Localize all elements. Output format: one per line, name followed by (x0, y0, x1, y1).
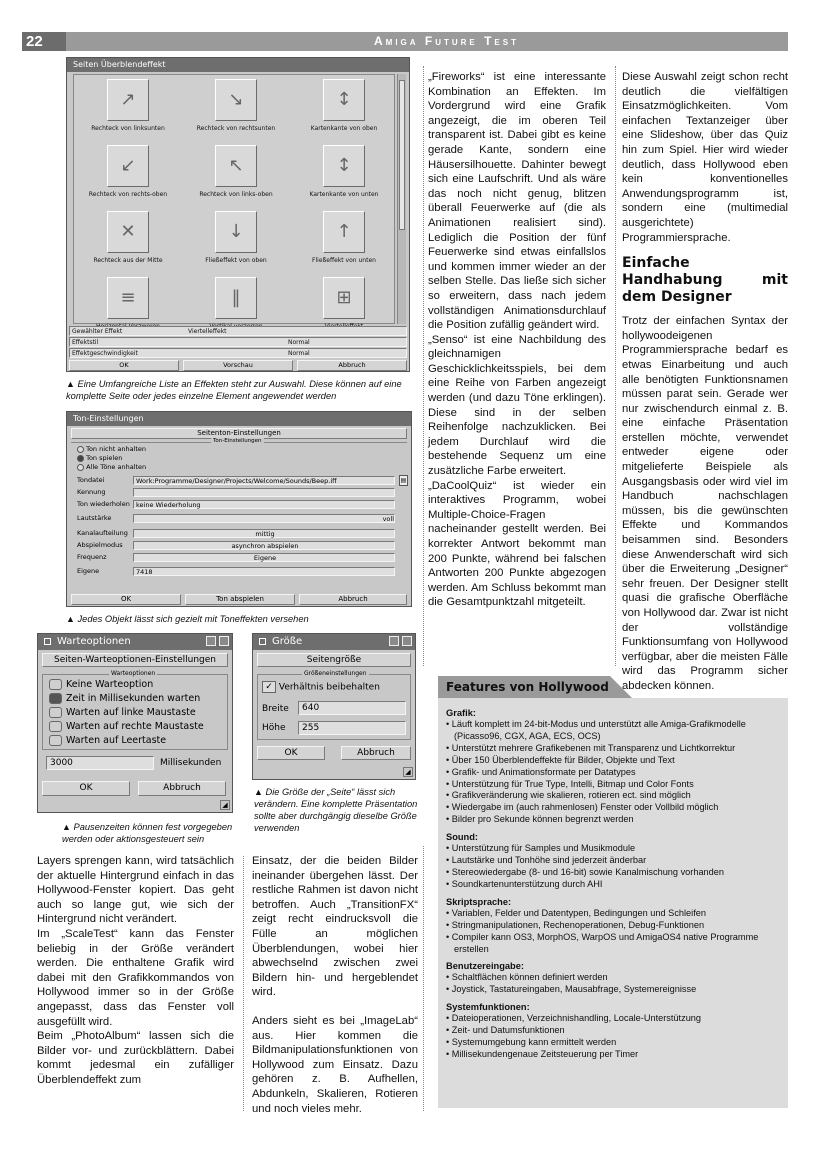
sound-field-label: Tondatei (77, 476, 105, 484)
page-number: 22 (22, 32, 66, 51)
paragraph: „DaCoolQuiz“ ist wieder ein interaktives Programm, wobei Multiple-Choice-Fragen nacheinander gestellt werden. Bei korrekter Antwort bekommt man 200 Punkte, während bei falschen Antworten 200 Punkte abgezogen werden. Am Schluss bekommt man die Gesamtpunktzahl mitgeteilt. (428, 479, 606, 609)
radio-play-label: Ton spielen (86, 454, 123, 462)
features-section-title: Benutzereingabe: (446, 961, 525, 972)
width-input[interactable]: 640 (298, 701, 406, 715)
article-col-right (622, 70, 788, 694)
effect-item[interactable] (290, 139, 398, 209)
effect-label: Rechteck von rechtsunten (196, 125, 276, 132)
radio-selected-icon (77, 455, 84, 462)
effect-speed-row[interactable] (69, 348, 407, 358)
wait-option-label: Zeit in Millisekunden warten (66, 693, 201, 704)
sound-field-label: Eigene (77, 567, 100, 575)
column-divider (243, 856, 244, 1111)
list-item: • Über 150 Überblendeffekte für Bilder, Objekte und Text (446, 755, 780, 767)
wait-option-label: Keine Warteoption (66, 679, 154, 690)
cancel-button[interactable]: Abbruch (341, 746, 411, 760)
size-heading: Seitengröße (257, 653, 411, 667)
effect-item[interactable] (182, 139, 290, 209)
effects-scrollbar[interactable] (397, 74, 406, 324)
keep-ratio-checkbox[interactable] (262, 681, 380, 693)
caption-arrow-icon: ▲ (254, 787, 263, 797)
column-divider (423, 66, 424, 666)
wait-group-label: Warteoptionen (111, 670, 156, 677)
paragraph: Beim „PhotoAlbum“ lassen sich die Bilder vor- und zurückblättern. Dabei kommt jedesmal ein zufälliger Überblendeffekt zum (37, 1030, 234, 1086)
list-item: • Variablen, Felder und Datentypen, Bedingungen und Schleifen (446, 908, 780, 920)
effect-item[interactable] (290, 205, 398, 275)
list-item: • Stereowiedergabe (8- und 16-bit) sowie Kanalmischung vorhanden (446, 867, 780, 879)
list-item: • Wiedergabe im (auch rahmenlosen) Fenster oder Vollbild möglich (446, 802, 780, 814)
list-item: • Zeit- und Datumsfunktionen (446, 1025, 780, 1037)
fig2-caption-text: Jedes Objekt lässt sich gezielt mit Toneffekten versehen (77, 614, 309, 624)
sound-group-label: Ton-Einstellungen (213, 438, 262, 444)
list-item: • Stringmanipulationen, Rechenoperationen, Debug-Funktionen (446, 920, 780, 932)
effect-label: Kartenkante von unten (309, 191, 379, 198)
wait-options-window (37, 633, 233, 813)
fig1-caption (66, 378, 412, 402)
paragraph: Diese Auswahl zeigt schon recht deutlich die vielfältigen Einsatzmöglichkeiten. Vom einfachen Textanzeiger über eine Slideshow, über das Quiz hin zum Spiel. Hier wird wieder deutlich, dass Hollywood eben kein konventionelles Anwendungsprogramm ist, sondern eine (multimedial ausgerichtete) Programmiersprache. (622, 71, 788, 244)
effect-preview-icon: ↘ (215, 79, 257, 121)
effect-speed-label: Effektgeschwindigkeit (72, 350, 138, 357)
effect-preview-icon: ↑ (323, 211, 365, 253)
effect-style-value[interactable]: Normal (288, 339, 310, 346)
wait-option[interactable] (49, 707, 196, 718)
fig2-caption (66, 613, 412, 625)
resize-handle-icon[interactable]: ◢ (403, 767, 413, 777)
sound-field-label: Abspielmodus (77, 541, 123, 549)
ok-button[interactable]: OK (69, 360, 179, 371)
list-item: • Compiler kann OS3, MorphOS, WarpOS und AmigaOS4 native Programme erstellen (446, 932, 780, 956)
sound-field-label: Ton wiederholen (77, 500, 130, 508)
radio-stop-all[interactable] (77, 463, 146, 471)
sound-heading: Seitenton-Einstellungen (71, 428, 407, 439)
paragraph: Trotz der einfachen Syntax der hollywoodeigenen Programmiersprache bedarf es etwas Einarbeitung und auch alle benötigten Funktionsnamen müssen parat sein. Gerade wer nur zwischendurch einmal z. B. eine einfache Präsentation erstellen möchte, verwendet entweder eigene oder mitgelieferte Beispiele als Ausgangsbasis oder wird viel im Handbuch nachschlagen müssen, bis die gewünschten Effekte und Kommandos beisammen sind. Besonders diese Anwenderschaft wird sich über die Erweiterung „Designer“ sehr freuen. Der Designer stellt quasi die grafische Oberfläche von Hollywood dar. Zwar ist nicht der vollständige Funktionsumfang von Hollywood verfügbar, aber die meisten Fälle wird das Programm sicher abdecken können. (622, 315, 788, 692)
paragraph: Im „ScaleTest“ kann das Fenster beliebig in der Größe verändert werden. Die enthaltene Grafik wird dabei mit den Grafikkommandos von Hollywood immer so in der Größe angepasst, dass das Fenster voll ausgefüllt wird. (37, 927, 234, 1028)
effect-label: Fließeffekt von unten (312, 257, 376, 264)
list-item: • Läuft komplett im 24-bit-Modus und unterstützt alle Amiga-Grafikmodelle (Picasso96, CGX, AGA, ECS, OCS) (446, 719, 780, 743)
sound-window-titlebar (67, 412, 411, 426)
wait-option[interactable] (49, 721, 204, 732)
radio-no-stop-label: Ton nicht anhalten (86, 445, 147, 453)
caption-arrow-icon: ▲ (66, 614, 75, 624)
radio-icon (49, 721, 62, 732)
height-input[interactable]: 255 (298, 721, 406, 735)
effect-preview-icon: ↕ (323, 79, 365, 121)
paragraph: „Senso“ ist eine Nachbildung des gleichnamigen Geschicklichkeitsspiels, bei dem eine Reihe von Farben angezeigt werden (und dazu Töne erklingen). Diese sind in der selben Reihenfolge nachzuklicken. Bei jedem Durchlauf wird die bestehende Sequenz um eine zusätzliche Farbe erweitert. (428, 333, 606, 478)
close-icon[interactable] (259, 638, 266, 645)
effect-preview-icon: ↖ (215, 145, 257, 187)
list-item: • Grafik- und Animationsformate per Datatypes (446, 767, 780, 779)
paragraph: Einsatz, der die beiden Bilder ineinander übergehen lässt. Der restliche Rahmen ist davon nicht betroffen. Auch „TransitionFX“ zeigt recht eindrucksvoll die Fülle an möglichen Überblendungen, wobei hier abwechselnd zwischen zwei Bildern hin- und hergeblendet wird. (252, 855, 418, 999)
caption-arrow-icon: ▲ (62, 822, 71, 832)
effect-preview-icon: ↕ (323, 145, 365, 187)
effect-item[interactable] (74, 139, 182, 209)
wait-option-label: Warten auf linke Maustaste (66, 707, 196, 718)
sound-field-value[interactable]: keine Wiederholung (133, 500, 395, 509)
features-list (446, 972, 780, 996)
wait-unit-label: Millisekunden (160, 758, 222, 768)
effect-label: Rechteck von rechts-oben (88, 191, 168, 198)
fig4-caption (254, 786, 420, 834)
sound-field-value[interactable] (133, 488, 395, 497)
effect-label: Fließeffekt von oben (205, 257, 267, 264)
sound-field-value[interactable]: mittig (133, 529, 395, 538)
height-label: Höhe (262, 723, 286, 733)
paragraph: „Fireworks“ ist eine interessante Kombination an Effekten. Im Vordergrund wird eine Grafik angezeigt, die im oberen Teil transparent ist. Dabei gibt es keine gerade Kante, sondern eine Häusersilhouette. Dahinter bewegt sich eine Laufschrift. Und als wäre das noch nicht genug, blitzen überall Feuerwerke auf (die als Animationen realisiert sind). Lediglich die Position der fünf Feuerwerke sind etwas einfallslos und kommen immer wieder an der selben Stelle. Das ließe sich sicher so erweitern, dass nach jedem vollständigen Animationsdurchlauf die Position zufällig geändert wird. (428, 71, 606, 332)
selected-effect-label: Gewählter Effekt (72, 328, 123, 335)
radio-stop-all-label: Alle Töne anhalten (86, 463, 147, 471)
radio-icon (49, 735, 62, 746)
radio-play[interactable] (77, 454, 122, 462)
effects-window (66, 57, 410, 372)
wait-window-titlebar (38, 634, 232, 650)
selected-effect-value: Viertelleffekt (188, 328, 227, 335)
wait-option-label: Warten auf rechte Maustaste (66, 721, 204, 732)
play-sound-button[interactable]: Ton abspielen (185, 594, 295, 605)
file-icon[interactable]: ▤ (400, 477, 407, 484)
list-item: • Unterstützt mehrere Grafikebenen mit Transparenz und Lichtkorrektur (446, 743, 780, 755)
list-item: • Joystick, Tastatureingaben, Mausabfrage, Systemereignisse (446, 984, 780, 996)
list-item: • Grafikveränderung wie skalieren, rotieren ect. sind möglich (446, 790, 780, 802)
effect-style-label: Effektstil (72, 339, 99, 346)
effect-preview-icon: ↓ (215, 211, 257, 253)
preview-button[interactable]: Vorschau (183, 360, 293, 371)
effect-speed-value[interactable]: Normal (288, 350, 310, 357)
effect-style-row[interactable] (69, 337, 407, 347)
features-section-title: Skriptsprache: (446, 896, 512, 907)
features-box (438, 698, 788, 1108)
size-window-titlebar (253, 634, 415, 650)
article-col-left (37, 854, 234, 1088)
sound-settings-window (66, 411, 412, 607)
wait-window-title: Warteoptionen (57, 636, 131, 647)
ok-button[interactable]: OK (71, 594, 181, 605)
radio-icon (49, 679, 62, 690)
fig1-caption-text: Eine Umfangreiche Liste an Effekten steht zur Auswahl. Diese können auf eine komplette Seite oder jedes einzelne Element angewendet werden (66, 379, 402, 401)
ok-button[interactable]: OK (257, 746, 325, 760)
features-section-title: Systemfunktionen: (446, 1002, 530, 1013)
effect-item[interactable] (74, 205, 182, 275)
size-group-label: Größeneinstellungen (304, 670, 367, 677)
checkmark-icon: ✓ (262, 681, 276, 693)
fig3-caption-text: Pausenzeiten können fest vorgegeben werden oder aktionsgesteuert sein (62, 822, 233, 844)
cancel-button[interactable]: Abbruch (297, 360, 407, 371)
list-item: • Bilder pro Sekunde können begrenzt werden (446, 814, 780, 826)
effect-preview-icon: ⊞ (323, 277, 365, 319)
sound-field-label: Frequenz (77, 553, 107, 561)
effect-item[interactable] (290, 73, 398, 143)
sound-field-label: Kennung (77, 488, 106, 496)
wait-option-label: Warten auf Leertaste (66, 735, 167, 746)
paragraph: Anders sieht es bei „ImageLab“ aus. Hier kommen die Bildmanipulationsfunktionen von Hollywood zum Einsatz. Dazu gehören z. B. Aufhellen, Abdunkeln, Skalieren, Rotieren und noch vieles mehr. (252, 1014, 418, 1115)
caption-arrow-icon: ▲ (66, 379, 75, 389)
sound-group (71, 438, 407, 472)
list-item: • Unterstützung für Samples und Musikmodule (446, 843, 780, 855)
cancel-button[interactable]: Abbruch (299, 594, 407, 605)
effects-list (73, 74, 395, 324)
size-window-title: Größe (272, 636, 303, 647)
zoom-icon[interactable] (402, 636, 412, 646)
features-section-title: Grafik: (446, 708, 476, 718)
effect-preview-icon: ↙ (107, 145, 149, 187)
sound-field-value[interactable]: asynchron abspielen (133, 541, 395, 550)
wait-option[interactable] (49, 693, 200, 704)
article-col-mid-top (428, 70, 606, 610)
sound-field-value[interactable]: Work:Programme/Designer/Projects/Welcome/Sounds/Beep.iff (133, 476, 395, 485)
features-section-title: Sound: (446, 832, 479, 843)
features-list (446, 908, 780, 956)
wait-heading: Seiten-Warteoptionen-Einstellungen (42, 653, 228, 667)
size-window (252, 633, 416, 780)
list-item: • Lautstärke und Tonhöhe sind jederzeit änderbar (446, 855, 780, 867)
ok-button[interactable]: OK (42, 781, 130, 796)
depth-icon[interactable] (389, 636, 399, 646)
wait-option[interactable] (49, 679, 153, 690)
features-box-title: Features von Hollywood (438, 676, 610, 698)
zoom-icon[interactable] (219, 636, 229, 646)
sound-window-title: Ton-Einstellungen (73, 414, 144, 423)
magazine-title: Amiga Future Test (374, 34, 519, 48)
selected-effect-row (69, 326, 407, 336)
list-item: • Unterstützung für True Type, Intelli, Bitmap und Color Fonts (446, 779, 780, 791)
wait-option[interactable] (49, 735, 166, 746)
fig3-caption (62, 821, 236, 845)
cancel-button[interactable]: Abbruch (138, 781, 226, 796)
radio-icon (77, 446, 84, 453)
effect-label: Kartenkante von oben (310, 125, 378, 132)
features-list (446, 843, 780, 891)
radio-icon (49, 693, 62, 704)
effects-window-title: Seiten Überblendeffekt (73, 60, 166, 69)
page-header (22, 32, 788, 51)
effect-label: Rechteck von linksunten (91, 125, 165, 132)
effect-preview-icon: ↗ (107, 79, 149, 121)
list-item: • Soundkartenunterstützung durch AHI (446, 879, 780, 891)
close-icon[interactable] (44, 638, 51, 645)
size-group (257, 670, 411, 740)
list-item: • Dateioperationen, Verzeichnishandling, Locale-Unterstützung (446, 1013, 780, 1025)
width-label: Breite (262, 704, 289, 714)
paragraph: Layers sprengen kann, wird tatsächlich der aktuelle Hintergrund einfach in das Hollywood-Fenster kopiert. Das geht auch so lange gut, wie sich der Hintergrund nicht verändert. (37, 855, 234, 926)
effect-preview-icon: ✕ (107, 211, 149, 253)
resize-handle-icon[interactable]: ◢ (220, 800, 230, 810)
effect-preview-icon: ≡ (107, 277, 149, 319)
radio-no-stop[interactable] (77, 445, 146, 453)
depth-icon[interactable] (206, 636, 216, 646)
list-item: • Schaltflächen können definiert werden (446, 972, 780, 984)
column-divider (423, 846, 424, 1111)
list-item: • Millisekundengenaue Zeitsteuerung per Timer (446, 1049, 780, 1061)
radio-icon (49, 707, 62, 718)
effect-label: Rechteck von links-oben (199, 191, 273, 198)
effects-window-titlebar (67, 58, 409, 72)
sound-field-label: Kanalaufteilung (77, 529, 128, 537)
fig4-caption-text: Die Größe der „Seite“ lässt sich verändern. Eine komplette Präsentation sollte aber durchgängig dieselbe Größe verwenden (254, 787, 418, 833)
radio-icon (77, 464, 84, 471)
effect-preview-icon: ‖ (215, 277, 257, 319)
sound-field-value[interactable]: voll (133, 514, 395, 523)
section-heading: Einfache Handhabung mit dem Designer (622, 255, 788, 306)
effect-item[interactable] (182, 205, 290, 275)
wait-ms-input[interactable]: 3000 (46, 756, 154, 770)
keep-ratio-label: Verhältnis beibehalten (278, 682, 380, 693)
effect-item[interactable] (182, 73, 290, 143)
sound-field-value[interactable]: 7418 (133, 567, 395, 576)
sound-field-value[interactable]: Eigene (133, 553, 395, 562)
features-list (446, 1013, 780, 1061)
effect-item[interactable] (74, 73, 182, 143)
sound-field-label: Lautstärke (77, 514, 112, 522)
column-divider (615, 66, 616, 666)
wait-group (42, 670, 228, 750)
list-item: • Systemumgebung kann ermittelt werden (446, 1037, 780, 1049)
effect-label: Rechteck aus der Mitte (93, 257, 163, 264)
scrollbar-thumb[interactable] (399, 80, 405, 230)
features-list (446, 719, 780, 826)
article-col-mid-bottom (252, 854, 418, 1116)
